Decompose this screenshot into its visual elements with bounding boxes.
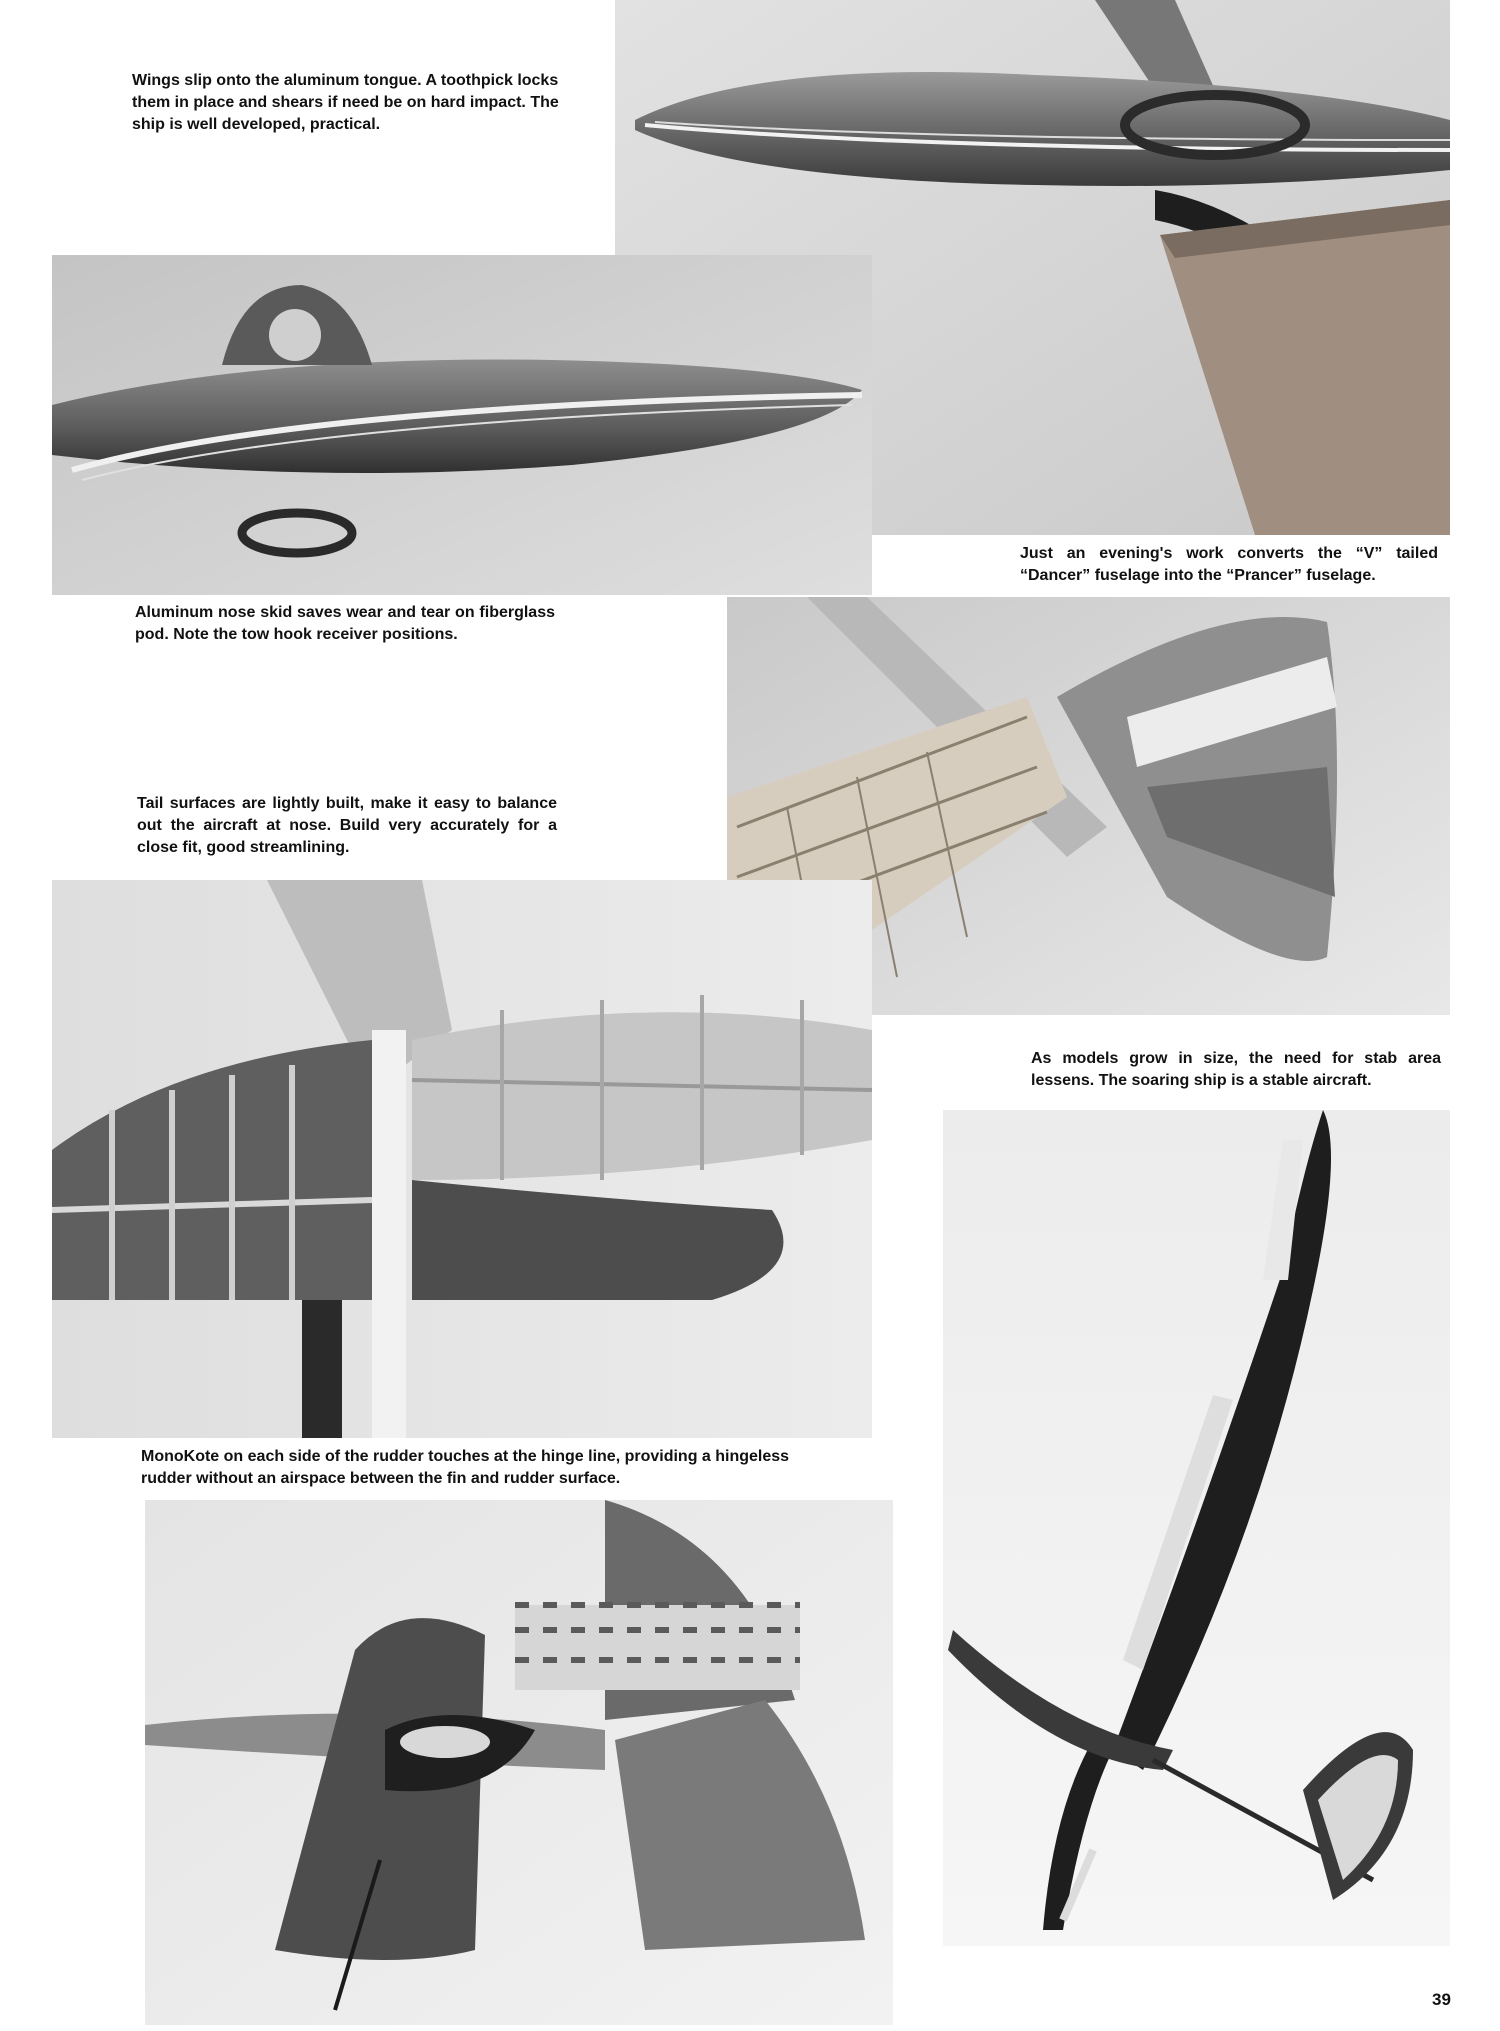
caption-nose-skid: Aluminum nose skid saves wear and tear on fiberglass pod. Note the tow hook receiver positions. — [135, 604, 555, 643]
photo-pod-left — [52, 255, 872, 595]
photo-hingeless-rudder — [145, 1500, 893, 2025]
caption-evening-work: Just an evening's work converts the “V” tailed “Dancer” fuselage into the “Prancer” fuselage. — [1020, 545, 1438, 584]
photo-tail-surfaces — [52, 880, 872, 1438]
page-number: 39 — [1432, 1990, 1451, 2009]
caption-wings-tongue: Wings slip onto the aluminum tongue. A toothpick locks them in place and shears if need be on hard impact. The ship is well developed, practical. — [132, 72, 559, 133]
photo-glider-flight — [943, 1110, 1450, 1946]
caption-stab-area: As models grow in size, the need for stab area lessens. The soaring ship is a stable aircraft. — [1031, 1050, 1441, 1089]
caption-tail-surfaces: Tail surfaces are lightly built, make it easy to balance out the aircraft at nose. Build very accurately for a close fit, good streamlining. — [137, 795, 557, 856]
caption-monokote: MonoKote on each side of the rudder touches at the hinge line, providing a hingeless rudder without an airspace between the fin and rudder surface. — [141, 1448, 790, 1487]
